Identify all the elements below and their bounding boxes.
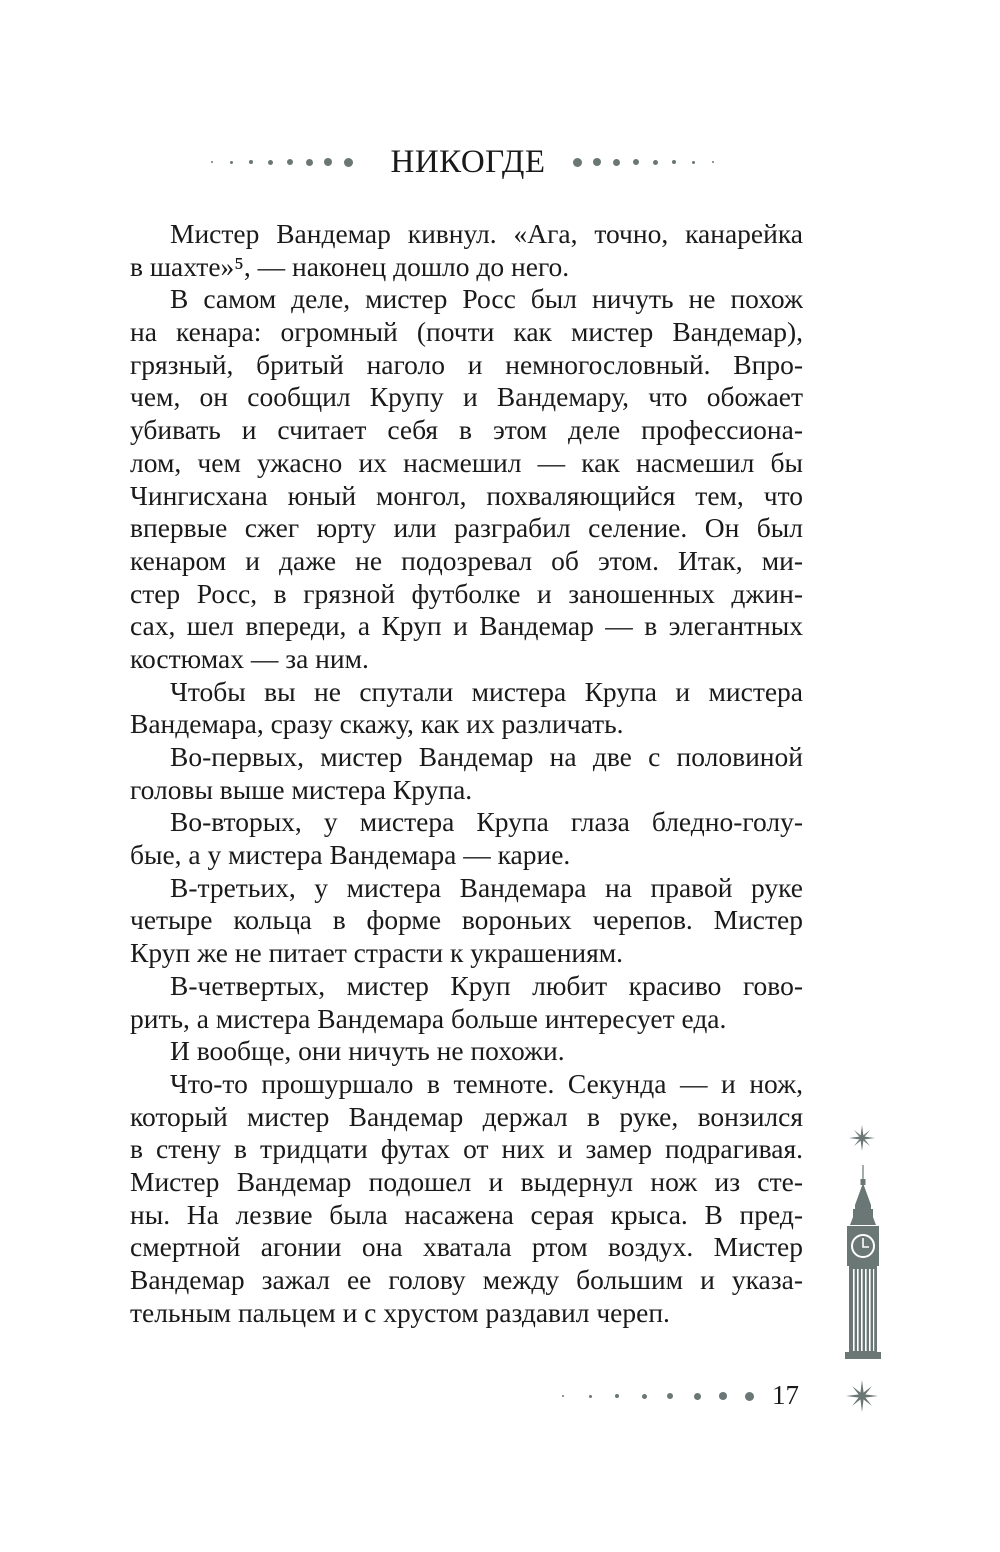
text-line: Мистер Вандемар кивнул. «Ага, точно, канарейка <box>170 218 803 249</box>
ornament-dot <box>615 1394 619 1398</box>
ornament-dot <box>745 1392 754 1401</box>
text-line: В-третьих, у мистера Вандемара на правой руке <box>170 871 803 903</box>
ornament-dot <box>593 158 601 166</box>
paragraph <box>130 283 803 675</box>
text-line: сах, шел впереди, а Круп и Вандемар — в элегантных <box>130 610 803 642</box>
text-line: грязный, бритый наголо и немногословный. Впро- <box>130 348 803 380</box>
paragraph <box>130 806 803 871</box>
ornament-dot <box>249 160 253 164</box>
running-title: НИКОГДЕ <box>390 144 546 180</box>
ornament-dot <box>613 159 620 166</box>
ornament-dot <box>573 158 582 167</box>
ornament-dot <box>230 161 233 164</box>
text-line: который мистер Вандемар держал в руке, вонзился <box>130 1100 803 1132</box>
text-line: четыре кольца в форме вороньих черепов. Мистер <box>130 904 803 936</box>
ornament-dot <box>324 158 332 166</box>
big-ben-tower-icon <box>840 1165 886 1363</box>
ornament-dot <box>694 1393 701 1400</box>
paragraph <box>130 218 803 283</box>
ornament-dot <box>306 159 313 166</box>
text-line: в шахте»⁵, — наконец дошло до него. <box>130 250 570 282</box>
ornament-dot <box>287 159 293 165</box>
text-line: Во-вторых, у мистера Крупа глаза бледно-голу- <box>170 806 803 838</box>
text-line: лом, чем ужасно их насмешил — как насмешил бы <box>130 446 803 478</box>
star-ornament-icon <box>846 1122 878 1154</box>
paragraph <box>130 970 803 1035</box>
text-line: Круп же не питает страсти к украшениям. <box>130 937 624 969</box>
text-line: Вандемар зажал ее голову между большим и указа- <box>130 1264 803 1295</box>
text-line: рить, а мистера Вандемара больше интересует еда. <box>130 1002 727 1034</box>
text-line: чем, он сообщил Крупу и Вандемару, что обожает <box>130 381 803 413</box>
text-line: В самом деле, мистер Росс был ничуть не похож <box>170 283 803 315</box>
ornament-dot <box>268 160 273 165</box>
text-line: кенаром и даже не подозревал об этом. Итак, ми- <box>130 544 803 576</box>
text-line: смертной агонии она хватала ртом воздух. Мистер <box>130 1231 803 1263</box>
text-line: Мистер Вандемар подошел и выдернул нож из сте- <box>130 1165 803 1197</box>
text-line: В-четвертых, мистер Круп любит красиво гово- <box>170 969 803 1001</box>
text-line: ны. На лезвие была насажена серая крыса. В пред- <box>130 1198 803 1230</box>
paragraph <box>130 872 803 970</box>
text-line: Чтобы вы не спутали мистера Крупа и мистера <box>170 675 803 707</box>
ornament-dot <box>712 161 714 163</box>
text-line: Вандемара, сразу скажу, как их различать. <box>130 708 624 740</box>
text-line: бые, а у мистера Вандемара — карие. <box>130 839 571 871</box>
body-text <box>130 218 803 1329</box>
text-line: на кенара: огромный (почти как мистер Вандемар), <box>130 316 803 348</box>
ornament-dot <box>589 1395 592 1398</box>
paragraph <box>130 741 803 806</box>
text-line: впервые сжег юрту или разграбил селение. Он был <box>130 512 803 544</box>
text-line: Во-первых, мистер Вандемар на две с половиной <box>170 741 803 772</box>
ornament-dot <box>719 1392 727 1400</box>
ornament-dot <box>667 1393 673 1399</box>
page-number: 17 <box>772 1380 799 1410</box>
text-line: убивать и считает себя в этом деле профессиона- <box>130 414 803 446</box>
text-line: Что-то прошуршало в темноте. Секунда — и нож, <box>170 1067 803 1099</box>
text-line: Чингисхана юный монгол, похваляющийся тем, что <box>130 479 803 511</box>
paragraph <box>130 676 803 741</box>
ornament-dot <box>562 1395 564 1397</box>
running-header <box>0 138 1000 188</box>
text-line: И вообще, они ничуть не похожи. <box>170 1035 565 1067</box>
ornament-dot <box>692 161 695 164</box>
ornament-dot <box>642 1394 647 1399</box>
text-line: костюмах — за ним. <box>130 642 369 674</box>
ornament-dot <box>633 159 639 165</box>
paragraph <box>130 1068 803 1330</box>
ornament-dot <box>653 160 658 165</box>
text-line: в стену в тридцати футах от них и замер подрагивая. <box>130 1133 803 1165</box>
star-ornament-icon <box>844 1378 880 1414</box>
text-line: тельным пальцем и с хрустом раздавил череп. <box>130 1296 670 1328</box>
ornament-dot <box>211 161 213 163</box>
text-line: стер Росс, в грязной футболке и заношенных джин- <box>130 577 803 609</box>
paragraph <box>130 1035 803 1068</box>
ornament-dot <box>344 158 353 167</box>
text-line: головы выше мистера Крупа. <box>130 773 473 805</box>
ornament-dot <box>672 160 676 164</box>
